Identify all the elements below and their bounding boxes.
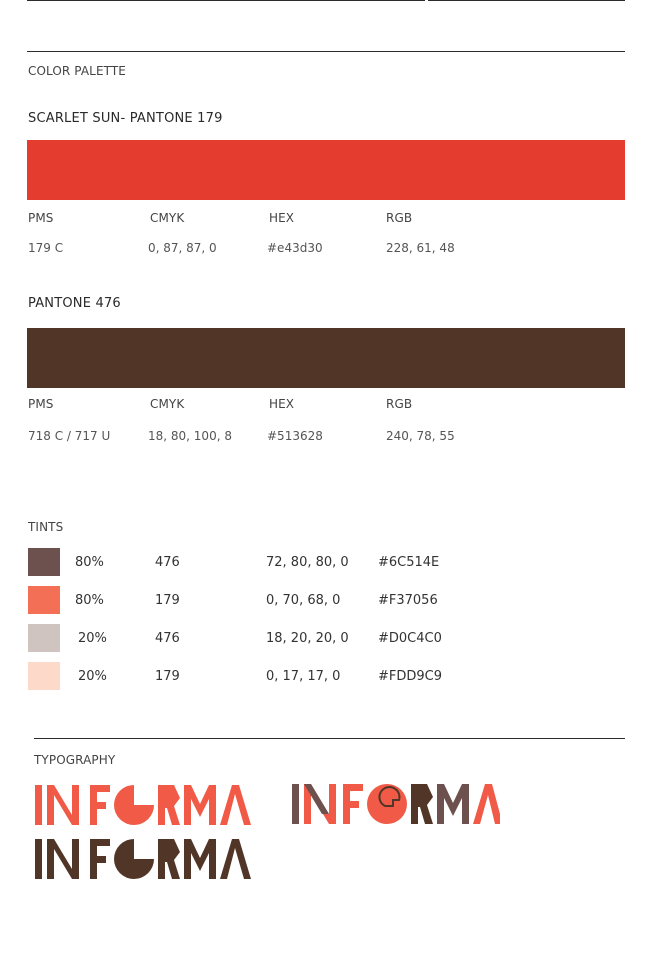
tint-swatch-1	[28, 548, 60, 576]
pms-value-1: 179 C	[28, 241, 64, 255]
tint-hex-4: #FDD9C9	[378, 669, 443, 684]
tint-pantone-2: 179	[155, 593, 180, 608]
section-rule	[27, 51, 625, 52]
tint-hex-3: #D0C4C0	[378, 631, 442, 646]
typography-title: TYPOGRAPHY	[34, 753, 116, 767]
cmyk-value-2: 18, 80, 100, 8	[148, 429, 232, 443]
tint-hex-1: #6C514E	[378, 555, 440, 570]
tint-cmyk-4: 0, 17, 17, 0	[266, 669, 341, 684]
tint-cmyk-3: 18, 20, 20, 0	[266, 631, 349, 646]
tint-cmyk-2: 0, 70, 68, 0	[266, 593, 341, 608]
hex-header-1: HEX	[269, 211, 295, 225]
tint-percent-4: 20%	[78, 669, 107, 684]
logo-mixed	[291, 781, 501, 827]
color-name-1: SCARLET SUN- PANTONE 179	[28, 111, 223, 126]
hex-value-1: #e43d30	[267, 241, 323, 255]
top-rule-right	[428, 0, 625, 1]
pms-value-2: 718 C / 717 U	[28, 429, 111, 443]
tint-pantone-3: 476	[155, 631, 180, 646]
rgb-value-1: 228, 61, 48	[386, 241, 455, 255]
tint-percent-1: 80%	[75, 555, 104, 570]
section-title: COLOR PALETTE	[28, 64, 126, 78]
cmyk-header-1: CMYK	[150, 211, 185, 225]
tint-cmyk-1: 72, 80, 80, 0	[266, 555, 349, 570]
pms-header-2: PMS	[28, 397, 54, 411]
logo-brown	[34, 836, 252, 882]
hex-value-2: #513628	[267, 429, 323, 443]
color-name-2: PANTONE 476	[28, 296, 121, 311]
tint-percent-2: 80%	[75, 593, 104, 608]
rgb-header-2: RGB	[386, 397, 413, 411]
rgb-header-1: RGB	[386, 211, 413, 225]
rgb-value-2: 240, 78, 55	[386, 429, 455, 443]
tint-swatch-4	[28, 662, 60, 690]
pms-header-1: PMS	[28, 211, 54, 225]
cmyk-header-2: CMYK	[150, 397, 185, 411]
tint-percent-3: 20%	[78, 631, 107, 646]
tint-pantone-4: 179	[155, 669, 180, 684]
color-swatch-1	[27, 140, 625, 200]
top-rule-left	[27, 0, 425, 1]
tint-swatch-2	[28, 586, 60, 614]
tint-swatch-3	[28, 624, 60, 652]
tint-pantone-1: 476	[155, 555, 180, 570]
logo-orange	[34, 782, 252, 828]
tints-title: TINTS	[28, 520, 64, 534]
cmyk-value-1: 0, 87, 87, 0	[148, 241, 217, 255]
color-swatch-2	[27, 328, 625, 388]
hex-header-2: HEX	[269, 397, 295, 411]
typography-rule	[34, 738, 625, 739]
tint-hex-2: #F37056	[378, 593, 438, 608]
